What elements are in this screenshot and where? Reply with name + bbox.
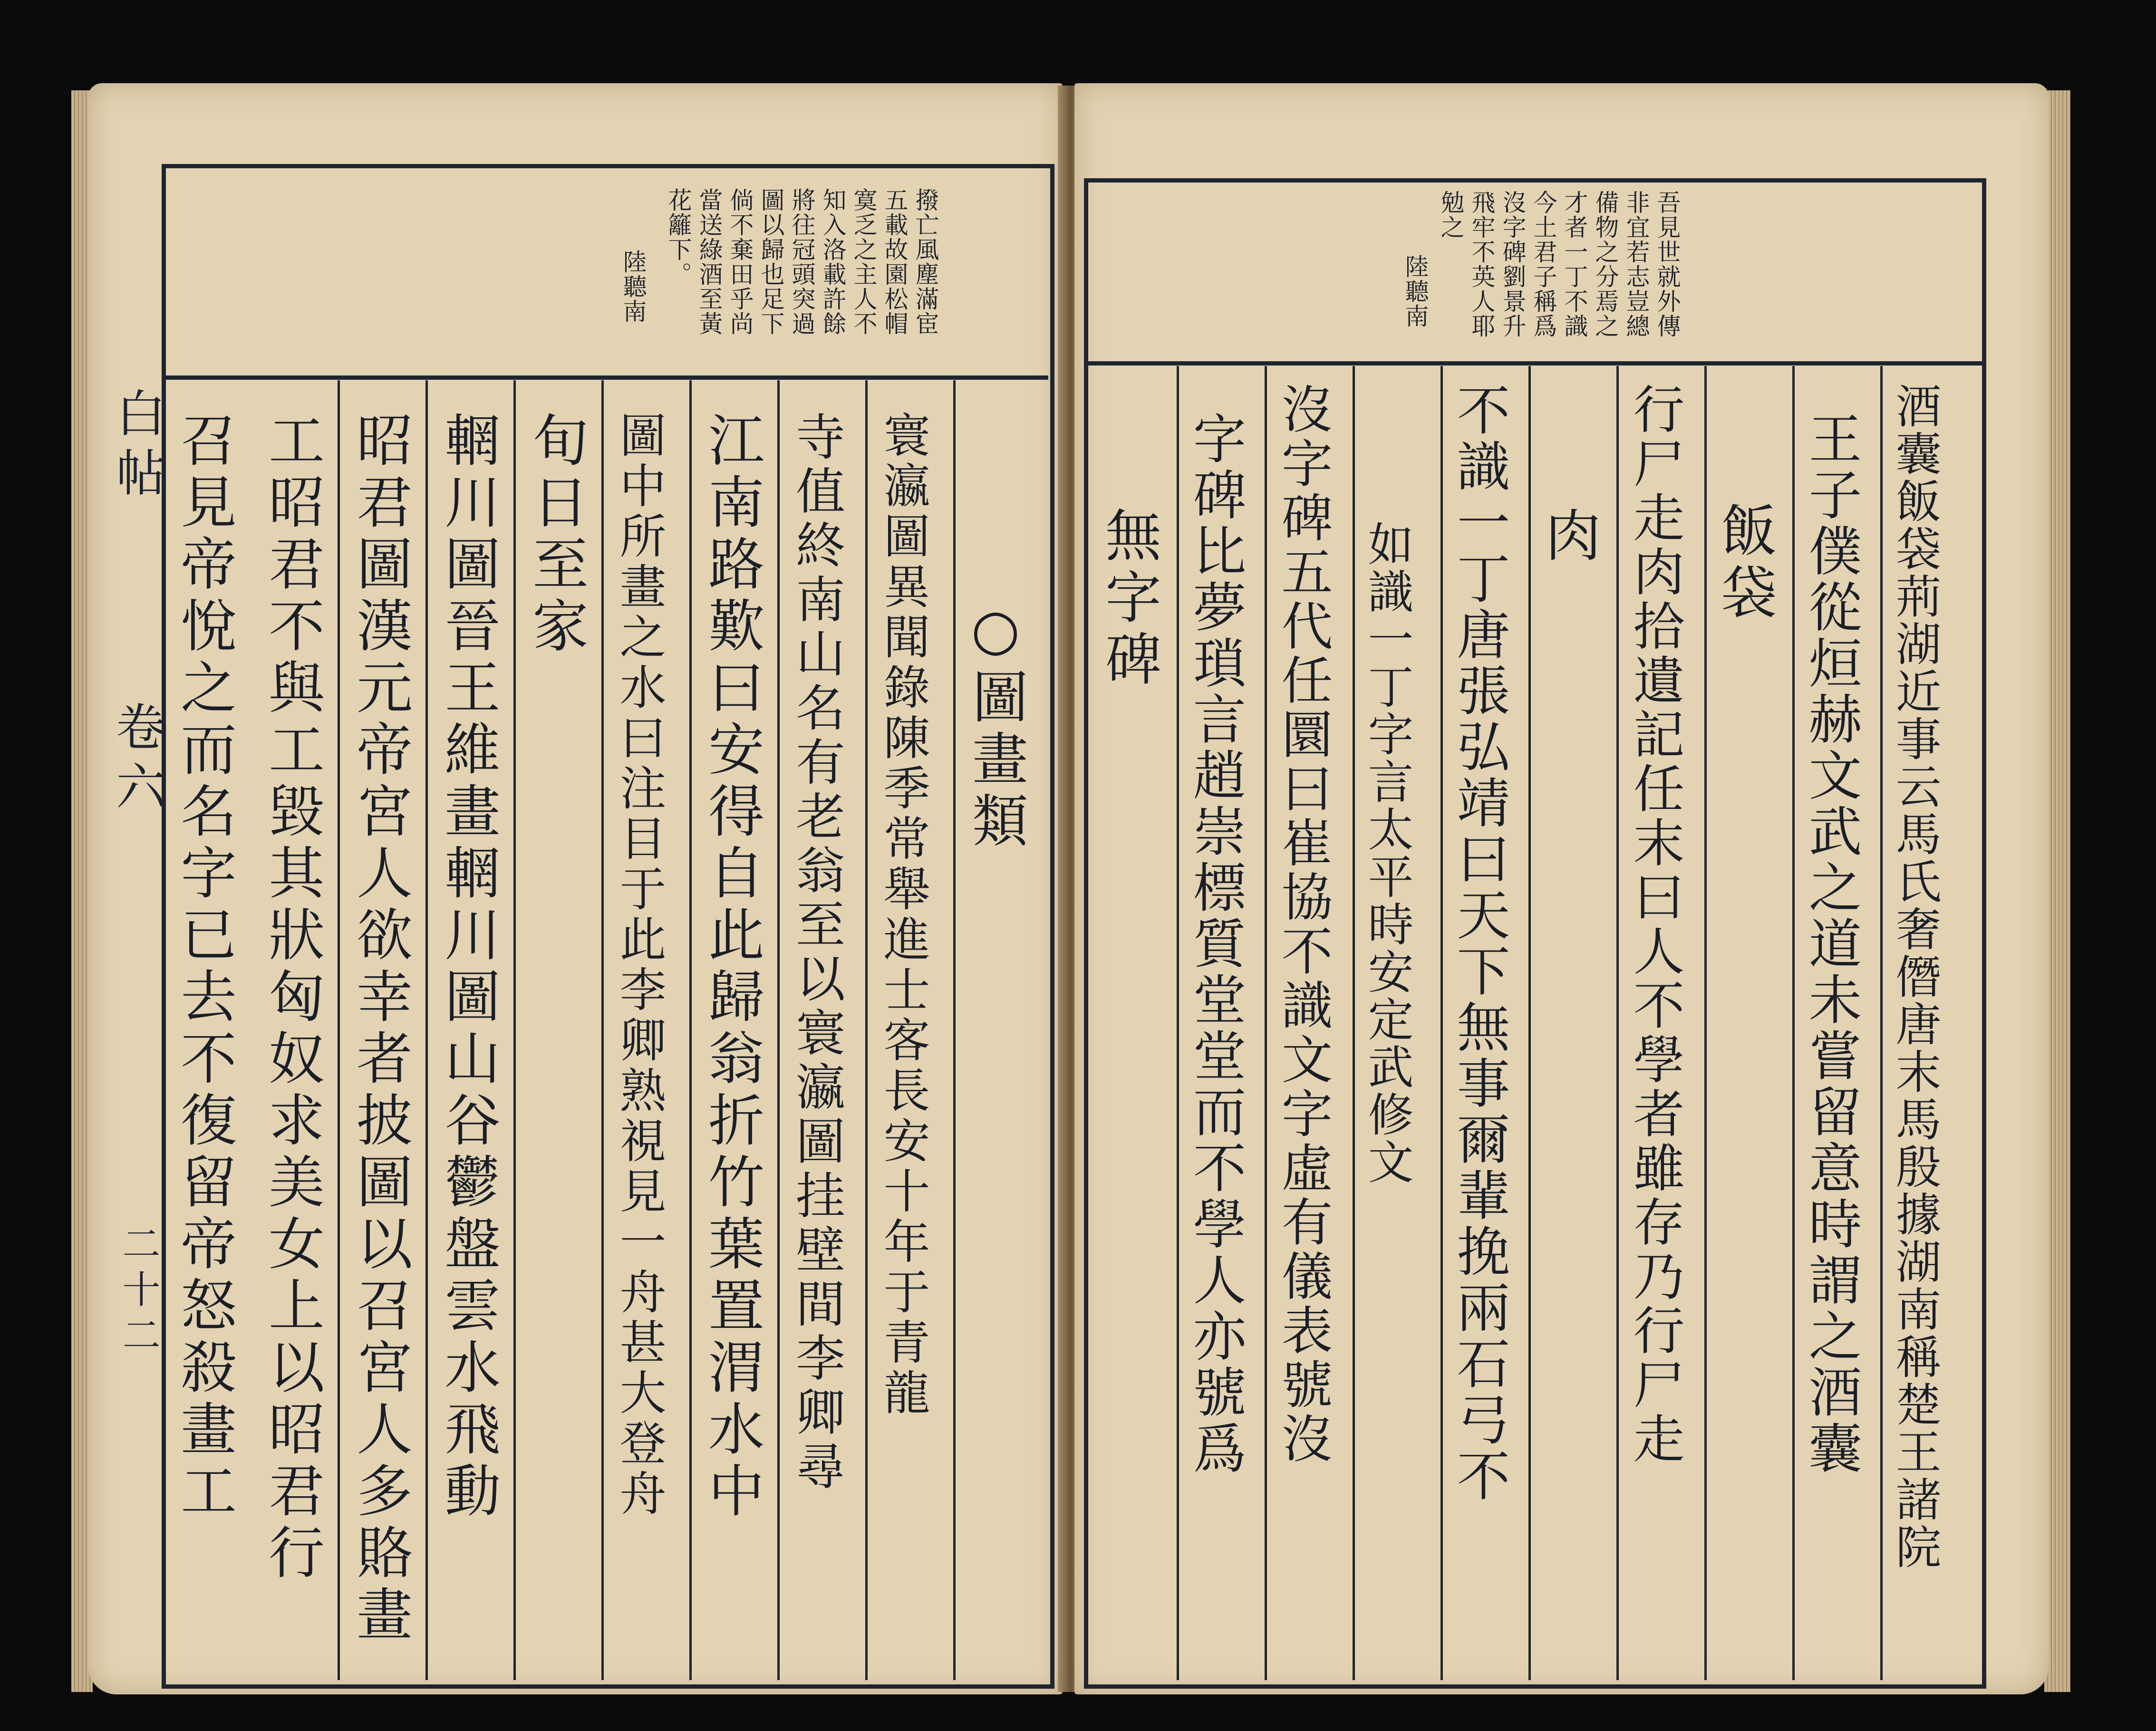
header-note: 當送綠酒至黃 (695, 188, 723, 336)
left-header-rule (164, 375, 1048, 380)
right-col-divider (1616, 366, 1619, 1680)
header-note: 吾見世就外傳 (1653, 190, 1681, 338)
header-note: 寞乏之主人不 (850, 188, 878, 336)
text-column: 寰瀛圖異聞錄陳季常舉進士客長安十年于青龍 (876, 411, 930, 1419)
text-column: 飯袋 (1711, 501, 1777, 625)
right-col-divider (1441, 366, 1443, 1680)
text-column: 旬日至家 (523, 411, 589, 658)
right-header-rule (1084, 361, 1982, 365)
text-column: 不識一丁唐張弘靖曰天下無事爾輩挽兩石弓不 (1448, 383, 1510, 1504)
header-note: 花籬下。 (664, 188, 692, 287)
header-note: 知入洛載許餘 (819, 188, 847, 336)
text-column: 召見帝悅之而名字已去不復留帝怒殺畫工 (171, 411, 237, 1523)
margin-volume: 卷六 (108, 701, 166, 820)
header-note: 備物之分焉之 (1591, 190, 1619, 338)
left-col-divider (689, 380, 692, 1680)
text-column: 輞川圖晉王維畫輞川圖山谷鬱盤雲水飛動 (435, 411, 501, 1523)
header-signature: 陸聽南 (1401, 254, 1429, 328)
left-col-divider (953, 380, 956, 1680)
header-note: 勉之 (1437, 190, 1465, 240)
header-note: 飛牢不英人耶 (1468, 190, 1496, 338)
text-column: 工昭君不與工毀其狀匈奴求美女上以昭君行 (259, 411, 325, 1585)
right-col-divider (1265, 366, 1267, 1680)
header-signature: 陸聽南 (619, 250, 647, 324)
section-heading: ○圖畫類 (963, 596, 1028, 853)
header-note: 才者一丁不識 (1560, 190, 1588, 338)
header-note: 沒字碑劉景升 (1499, 190, 1527, 338)
left-col-divider (338, 380, 340, 1680)
right-col-divider (1880, 366, 1883, 1680)
text-column: 昭君圖漢元帝宮人欲幸者披圖以召宮人多賂畫 (347, 411, 413, 1647)
text-column: 圖中所畫之水曰注目于此李卿熟視見一舟甚大登舟 (612, 411, 666, 1519)
text-column: 行尸走肉拾遺記任末曰人不學者雖存乃行尸走 (1624, 383, 1684, 1466)
text-column: 沒字碑五代任圜曰崔協不識文字虛有儀表號沒 (1273, 383, 1332, 1466)
page-number: 二十二 (116, 1224, 160, 1361)
header-note: 五載故園松帽 (880, 188, 909, 336)
margin-book-title: 白帖 (108, 387, 166, 506)
right-col-divider (1792, 366, 1795, 1680)
text-column: 無字碑 (1096, 506, 1161, 692)
header-note: 撥亡風塵滿宦 (911, 188, 939, 336)
right-col-divider (1353, 366, 1355, 1680)
left-col-divider (865, 380, 868, 1680)
text-column: 寺值終南山名有老翁至以寰瀛圖挂壁間李卿尋 (787, 411, 845, 1495)
header-note: 非宜若志豈總 (1622, 190, 1650, 338)
header-note: 圖以歸也足下 (757, 188, 785, 336)
header-note: 今土君子稱爲 (1529, 190, 1557, 338)
left-col-divider (777, 380, 780, 1680)
text-column: 字碑比夢瑣言趙崇標質堂堂而不學人亦號爲 (1184, 411, 1246, 1477)
text-column: 酒囊飯袋荊湖近事云馬氏奢僭唐末馬殷據湖南稱楚王諸院 (1888, 383, 1942, 1571)
text-column: 肉 (1536, 506, 1601, 568)
right-page (1074, 83, 2049, 1694)
header-note: 倘不棄田乎尚 (726, 188, 754, 336)
left-col-divider (425, 380, 428, 1680)
header-note: 將往冠頭突過 (788, 188, 816, 336)
right-col-divider (1704, 366, 1707, 1680)
text-column: 如識一丁字言太平時安定武修文 (1361, 520, 1414, 1186)
text-column: 江南路歎曰安得自此歸翁折竹葉置渭水中 (699, 411, 764, 1523)
right-col-divider (1528, 366, 1531, 1680)
left-col-divider (601, 380, 604, 1680)
left-col-divider (513, 380, 516, 1680)
right-col-divider (1177, 366, 1179, 1680)
text-column: 王子僕從烜赫文武之道未嘗留意時謂之酒囊 (1800, 411, 1862, 1477)
left-page (88, 83, 1063, 1694)
